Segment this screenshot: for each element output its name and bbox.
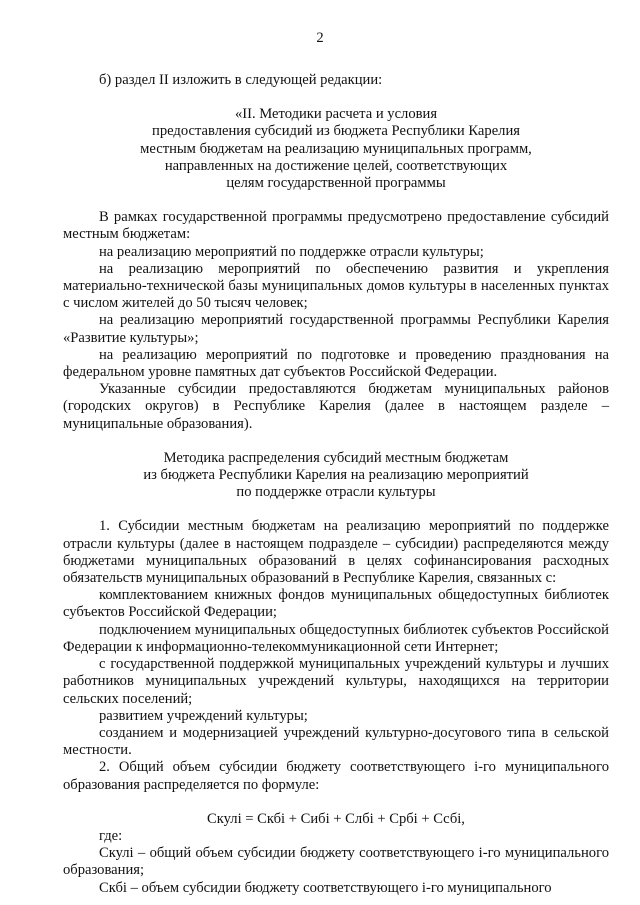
paragraph: на реализацию мероприятий по поддержке отрасли культуры; <box>99 243 484 260</box>
paragraph: на реализацию мероприятий по подготовке и проведению празднования на федеральном уровне памятных дат субъектов Российской Федерации. <box>63 346 609 381</box>
document-body <box>63 72 609 897</box>
subsection-title-line: из бюджета Республики Карелия на реализацию мероприятий <box>143 467 529 484</box>
paragraph: 2. Общий объем субсидии бюджету соответствующего i-го муниципального образования распределяется по формуле: <box>63 759 609 793</box>
paragraph-group-1 <box>63 209 609 433</box>
paragraph: где: <box>99 827 123 844</box>
section-title-line: направленных на достижение целей, соответствующих <box>164 157 508 174</box>
paragraph: на реализацию мероприятий по обеспечению развития и укрепления материально-технической базы муниципальных домов культуры в населенных пунктах с числом жителей до 50 тысяч человек; <box>63 260 609 312</box>
paragraph: развитием учреждений культуры; <box>99 707 308 724</box>
paragraph-group-2 <box>63 518 609 793</box>
paragraph-group-3 <box>63 828 609 897</box>
section-title-line: «II. Методики расчета и условия <box>234 106 438 123</box>
section-title-line: целям государственной программы <box>226 175 446 192</box>
paragraph: Скулi – общий объем субсидии бюджету соответствующего i-го муниципального образования; <box>63 845 609 879</box>
page-number: 2 <box>316 30 324 46</box>
paragraph: комплектованием книжных фондов муниципальных общедоступных библиотек субъектов Российской Федерации; <box>63 587 609 621</box>
section-title-line: предоставления субсидий из бюджета Республики Карелия <box>152 123 520 140</box>
formula: Скулi = Скбi + Сибi + Слбi + Србi + Ссбi, <box>207 810 465 827</box>
paragraph: Указанные субсидии предоставляются бюджетам муниципальных районов (городских округов) в Республике Карелия (далее в настоящем разделе – муниципальные образования). <box>63 381 609 432</box>
paragraph: В рамках государственной программы предусмотрено предоставление субсидий местным бюджетам: <box>63 209 609 243</box>
paragraph: Скбi – объем субсидии бюджету соответствующего i-го муниципального <box>99 879 552 896</box>
paragraph: на реализацию мероприятий государственной программы Республики Карелия «Развитие культуры»; <box>63 312 609 346</box>
paragraph: с государственной поддержкой муниципальных учреждений культуры и лучших работников муниципальных учреждений культуры, находящихся на территории сельских поселений; <box>63 656 609 707</box>
paragraph: 1. Субсидии местным бюджетам на реализацию мероприятий по поддержке отрасли культуры (далее в настоящем подразделе – субсидии) распределяются между бюджетами муниципальных образований в целях софинансирования расходных обязательств муниципальных образований в Республике Карелия, связанных с: <box>63 518 609 587</box>
section-title-line: местным бюджетам на реализацию муниципальных программ, <box>140 140 532 157</box>
section-title <box>63 106 609 192</box>
intro-line: б) раздел II изложить в следующей редакции: <box>99 72 383 88</box>
subsection-title-line: по поддержке отрасли культуры <box>236 484 436 501</box>
paragraph: созданием и модернизацией учреждений культурно-досугового типа в сельской местности. <box>63 724 609 759</box>
subsection-title-line: Методика распределения субсидий местным бюджетам <box>163 449 509 466</box>
subsection-title <box>63 450 609 502</box>
paragraph: подключением муниципальных общедоступных библиотек субъектов Российской Федерации к информационно-телекоммуникационной сети Интернет; <box>63 621 609 655</box>
